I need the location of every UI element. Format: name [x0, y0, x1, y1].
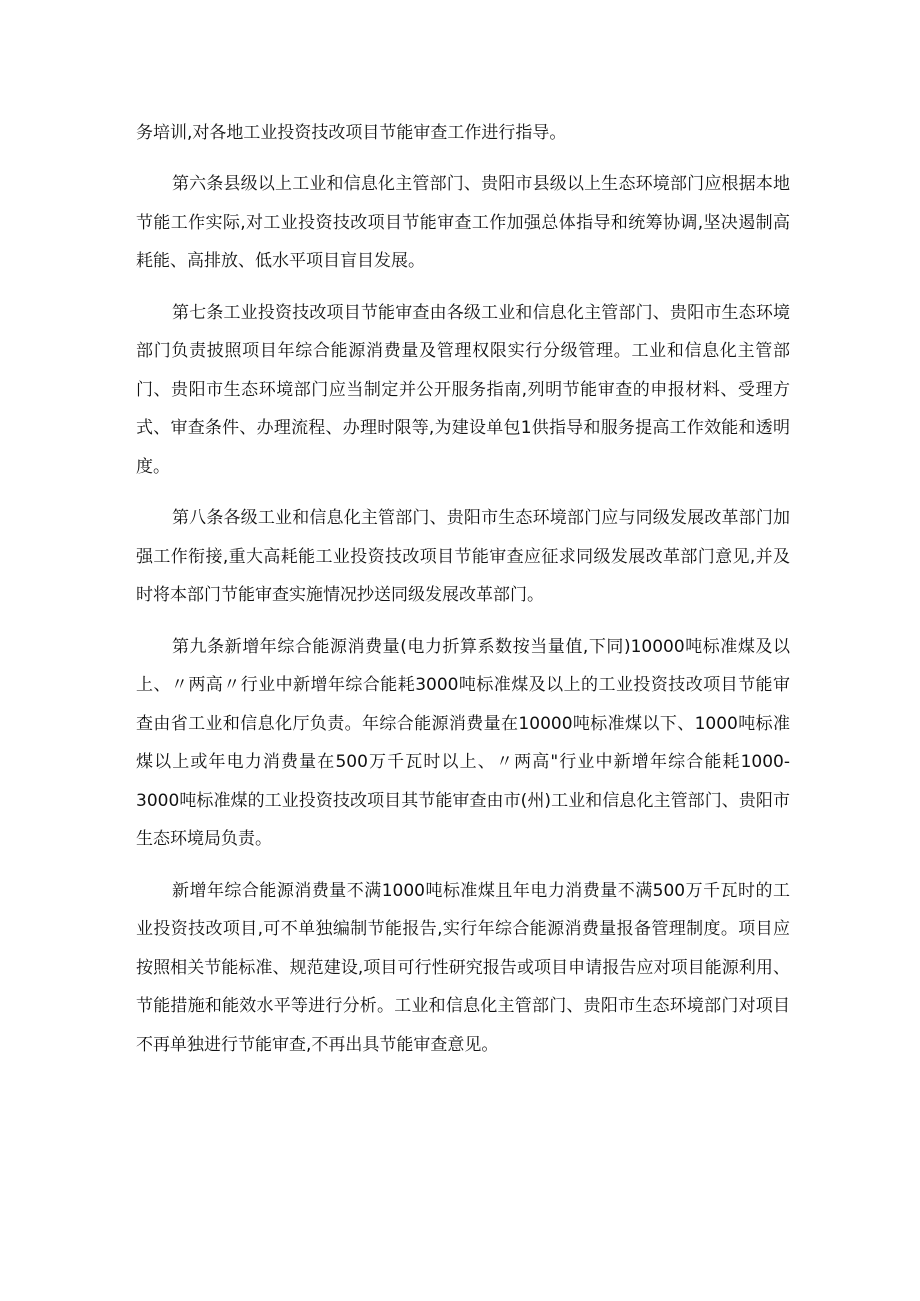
paragraph-article-7: 第七条工业投资技改项目节能审查由各级工业和信息化主管部门、贵阳市生态环境部门负责披照项目年综合能源消费量及管理权限实行分级管理。工业和信息化主管部门、贵阳市生态环境部门应当制定并公开服务指南,列明节能审查的申报材料、受理方式、审查条件、办理流程、办理时限等,为建设单包1供指导和服务提高工作效能和透明度。 [136, 302, 790, 477]
document-body [136, 114, 790, 1065]
paragraph-continuation: 务培训,对各地工业投资技改项目节能审查工作进行指导。 [136, 123, 567, 143]
paragraph-article-6: 第六条县级以上工业和信息化主管部门、贵阳市县级以上生态环境部门应根据本地节能工作实际,对工业投资技改项目节能审查工作加强总体指导和统筹协调,坚决遏制高耗能、高排放、低水平项目盲目发展。 [136, 174, 790, 272]
paragraph-article-9-continued: 新增年综合能源消费量不满1000吨标准煤且年电力消费量不满500万千瓦时的工业投资技改项目,可不单独编制节能报告,实行年综合能源消费量报备管理制度。项目应按照相关节能标准、规范建设,项目可行性研究报告或项目申请报告应对项目能源利用、节能措施和能效水平等进行分析。工业和信息化主管部门、贵阳市生态环境部门对项目不再单独进行节能审查,不再出具节能审查意见。 [136, 880, 790, 1056]
paragraph-article-9: 第九条新增年综合能源消费量(电力折算系数按当量值,下同)10000吨标准煤及以上、〃两高〃行业中新增年综合能耗3000吨标准煤及以上的工业投资技改项目节能审查由省工业和信息化厅负责。年综合能源消费量在10000吨标准煤以下、1000吨标准煤以上或年电力消费量在500万千瓦时以上、〃两高"行业中新增年综合能耗1000-3000吨标准煤的工业投资技改项目其节能审查由市(州)工业和信息化主管部门、贵阳市生态环境局负责。 [136, 636, 790, 850]
paragraph-article-8: 第八条各级工业和信息化主管部门、贵阳市生态环境部门应与同级发展改革部门加强工作衔接,重大高耗能工业投资技改项目节能审查应征求同级发展改革部门意见,并及时将本部门节能审查实施情况抄送同级发展改革部门。 [136, 508, 790, 606]
